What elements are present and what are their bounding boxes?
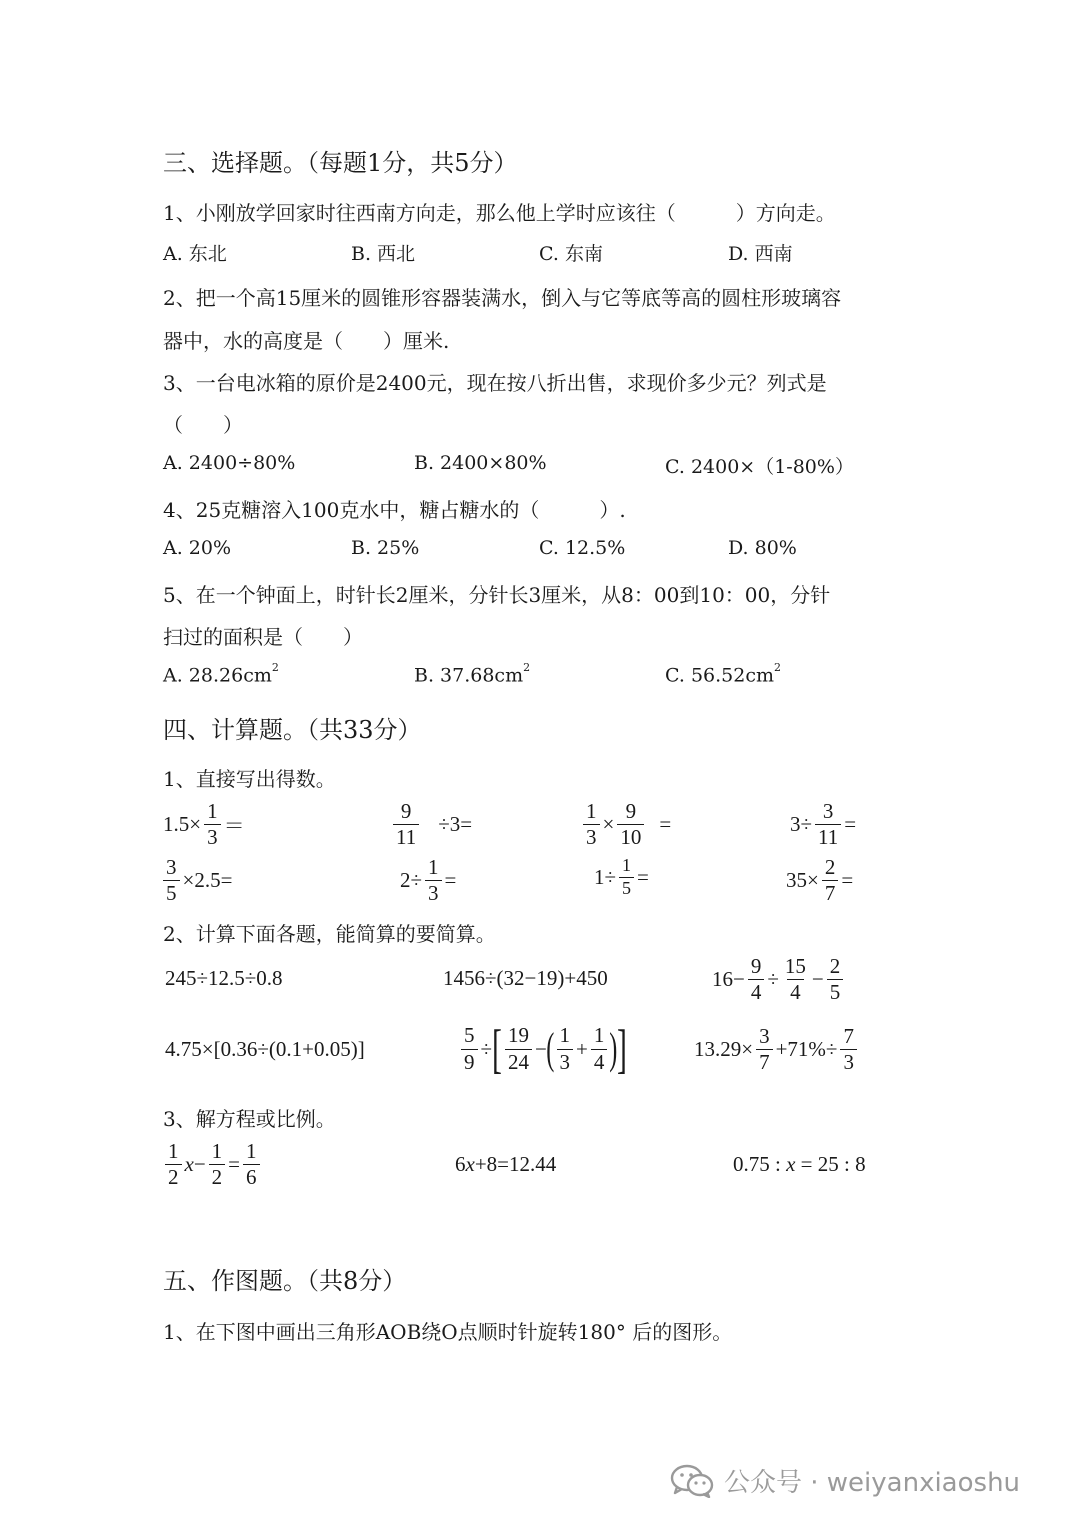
q5-option-b: B. $37.68cm^2$ (414, 661, 531, 687)
q1-text: 1、小刚放学回家时往西南方向走，那么他上学时应该往（ ）方向走。 (163, 201, 836, 225)
calc-1b: $\frac{9}{11}$ ÷3= (390, 800, 472, 849)
q1-option-a: A. 东北 (163, 243, 227, 265)
part3-label: 3、解方程或比例。 (163, 1107, 336, 1131)
q5-line2: 扫过的面积是（ ） (163, 625, 363, 649)
equation-3: 0.75 : x = 25 : 8 (733, 1152, 866, 1176)
section3-title: 三、选择题。（每题1分，共5分） (163, 149, 518, 177)
q3-option-c: C. 2400×（1-80%） (665, 456, 854, 478)
expr-1: 245÷12.5÷0.8 (165, 966, 283, 990)
left-paren: ( (546, 1024, 555, 1073)
q3-option-b: B. 2400×80% (414, 452, 547, 474)
expr-2: 1456÷(32−19)+450 (443, 966, 608, 990)
q2-line1: 2、把一个高15厘米的圆锥形容器装满水，倒入与它等底等高的圆柱形玻璃容 (163, 286, 842, 310)
q4-option-d: D. 80% (728, 537, 797, 559)
q5-option-c: C. $56.52cm^2$ (665, 661, 781, 687)
q3-line1: 3、一台电冰箱的原价是2400元，现在按八折出售，求现价多少元？列式是 (163, 371, 827, 395)
expr-4: 4.75×[0.36÷(0.1+0.05)] (165, 1037, 365, 1061)
calc-2b: 2÷ $\frac{1}{3}$ = (400, 855, 457, 906)
right-paren: ) (609, 1024, 618, 1073)
q1-option-d: D. 西南 (728, 243, 793, 265)
calc-1a: 1.5× $\frac{1}{3}$ ＝ (163, 799, 245, 850)
q5-option-a: A. $28.26cm^2$ (163, 661, 279, 687)
calc-2d: 35× $\frac{2}{7}$ = (786, 855, 854, 906)
section4-title: 四、计算题。（共33分） (163, 716, 422, 744)
expr-5: $\frac{5}{9}$ ÷ [ $\frac{19}{24}$ − ( $\frac{1}{3}$ + $\frac{1}{4}$ ) ] (458, 1022, 627, 1076)
q5-line1: 5、在一个钟面上，时针长2厘米，分针长3厘米，从8：00到10：00，分针 (163, 583, 831, 607)
q3-option-a: A. 2400÷80% (163, 452, 296, 474)
left-bracket: [ (492, 1019, 502, 1079)
section5-title: 五、作图题。（共8分） (163, 1267, 407, 1295)
section5-q1: 1、在下图中画出三角形AOB绕O点顺时针旋转180° 后的图形。 (163, 1320, 733, 1344)
q4-text: 4、25克糖溶入100克水中，糖占糖水的（ ）. (163, 498, 626, 522)
calc-1c: $\frac{1}{3}$ × $\frac{9}{10}$ = (580, 800, 671, 849)
calc-1d: 3÷ $\frac{3}{11}$ = (790, 799, 857, 850)
expr-6: 13.29× $\frac{3}{7}$ +71%÷ $\frac{7}{3}$ (694, 1025, 860, 1074)
wechat-icon (670, 1464, 714, 1498)
part2-label: 2、计算下面各题，能简算的要简算。 (163, 922, 496, 946)
q2-line2: 器中，水的高度是（ ）厘米. (163, 329, 450, 353)
q4-option-c: C. 12.5% (539, 537, 626, 559)
part1-label: 1、直接写出得数。 (163, 767, 336, 791)
q1-option-b: B. 西北 (351, 243, 416, 265)
q4-option-a: A. 20% (163, 537, 232, 559)
q3-line2: （ ） (163, 413, 243, 437)
calc-2a: $\frac{3}{5}$ ×2.5= (160, 856, 232, 905)
equation-1: $\frac{1}{2}$ x − $\frac{1}{2}$ = $\frac{1}{6}$ (162, 1140, 263, 1189)
expr-3: 16− $\frac{9}{4}$ ÷ $\frac{15}{4}$ − $\frac{2}{5}$ (712, 955, 846, 1004)
watermark-text: 公众号 · weiyanxiaoshu (724, 1468, 1021, 1498)
q1-option-c: C. 东南 (539, 243, 603, 265)
right-bracket: ] (617, 1019, 627, 1079)
equation-2: 6 x +8=12.44 (455, 1152, 557, 1176)
watermark (670, 1462, 1020, 1499)
q4-option-b: B. 25% (351, 537, 420, 559)
calc-2c: 1÷ $\frac{1}{5}$ = (594, 855, 649, 898)
